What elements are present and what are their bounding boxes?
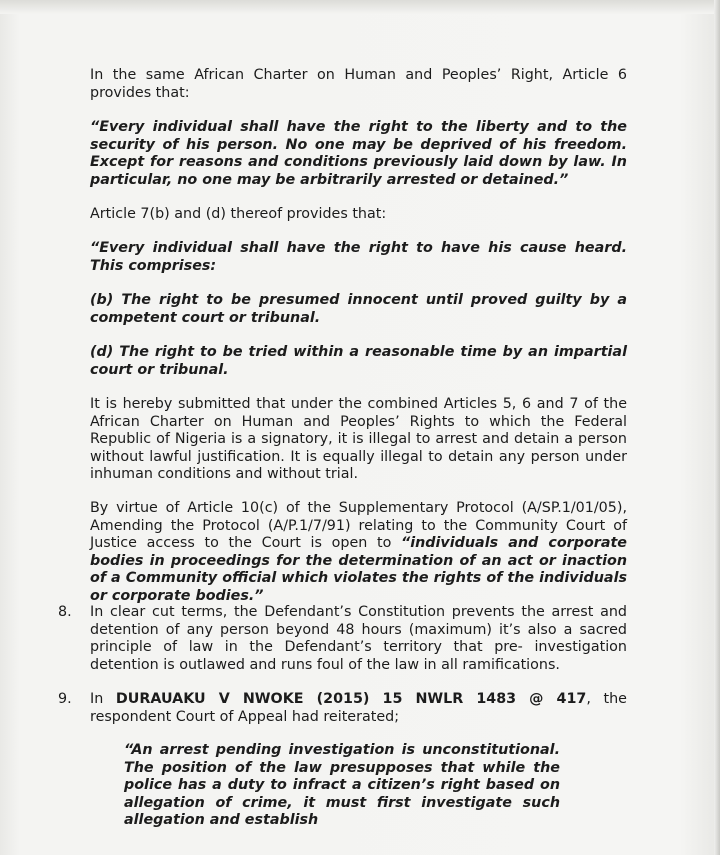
quote-article-7-b: (b) The right to be presumed innocent until proved guilty by a competent court or tribunal. [90, 292, 627, 326]
item-number-8: 8. [58, 604, 72, 620]
paragraph-submission [90, 396, 627, 484]
quote-court-of-appeal: “An arrest pending investigation is unconstitutional. The position of the law presupposes that while the police has a duty to infract a citizen’s right based on allegation of crime, it must first investigate such allegation and establish [124, 742, 560, 828]
quote-article-7-d: (d) The right to be tried within a reasonable time by an impartial court or tribunal. [90, 344, 627, 378]
item-number-9: 9. [58, 691, 72, 707]
quote-article-6: “Every individual shall have the right to the liberty and to the security of his person. No one may be deprived of his freedom. Except for reasons and conditions previously laid down by law. In particular, no one may be arbitrarily arrested or detained.” [90, 119, 627, 188]
paragraph-supplementary-protocol [90, 500, 627, 605]
paragraph-article-7-intro: Article 7(b) and (d) thereof provides that: [90, 206, 387, 222]
paragraph-article-6-intro: In the same African Charter on Human and Peoples’ Right, Article 6 provides that: [90, 67, 627, 101]
case-citation: DURAUAKU V NWOKE (2015) 15 NWLR 1483 @ 417 [115, 691, 587, 707]
paragraph-submission-text: It is hereby submitted that under the combined Articles 5, 6 and 7 of the African Charter on Human and Peoples’ Rights to which the Federal Republic of Nigeria is a signatory, it is illegal to arrest and detain a person without lawful justification. It is equally illegal to detain any person under inhuman conditions and without trial. [90, 396, 627, 482]
page-right-edge [714, 0, 720, 855]
quote-article-7: “Every individual shall have the right to have his cause heard. This comprises: [90, 240, 627, 274]
item-9-lead: In [90, 691, 116, 707]
page-top-shadow [0, 0, 720, 14]
paragraph-item-8: In clear cut terms, the Defendant’s Constitution prevents the arrest and detention of any person beyond 48 hours (maximum) it’s also a sacred principle of law in the Defendant’s territory that pre- investigation detention is outlawed and runs foul of the law in all ramifications. [90, 604, 627, 673]
item-9-tail: , the respondent Court of Appeal had reiterated; [90, 691, 627, 725]
protocol-quote: “individuals and corporate bodies in proceedings for the determination of an act or inaction of a Community official which violates the rights of the individuals or corporate bodies.” [90, 535, 627, 604]
paragraph-item-9 [90, 691, 627, 726]
protocol-text: By virtue of Article 10(c) of the Supplementary Protocol (A/SP.1/01/05), Amending the Protocol (A/P.1/7/91) relating to the Community Court of Justice access to the Court is open to [90, 500, 627, 551]
